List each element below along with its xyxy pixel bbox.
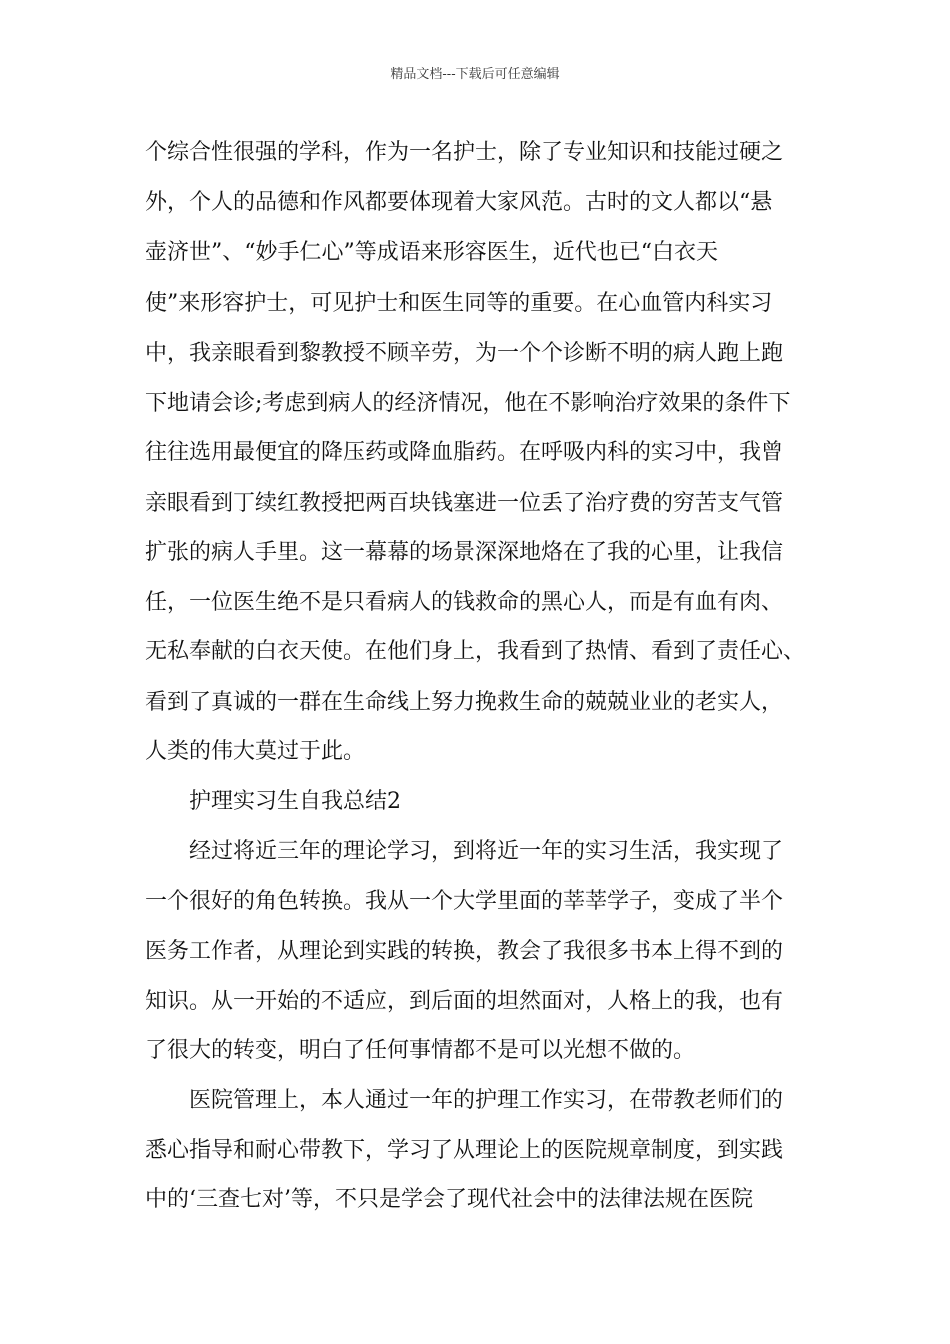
- text-line: 了很大的转变，明白了任何事情都不是可以光想不做的。: [145, 1038, 696, 1063]
- paragraph-start-line: 医院管理上，本人通过一年的护理工作实习，在带教老师们的: [189, 1088, 784, 1113]
- text-line: 往往选用最便宜的降压药或降血脂药。在呼吸内科的实习中，我曾: [145, 440, 784, 465]
- text-line: 一个很好的角色转换。我从一个大学里面的莘莘学子，变成了半个: [145, 889, 784, 914]
- text-line: 无私奉献的白衣天使。在他们身上，我看到了热情、看到了责任心、: [145, 639, 806, 664]
- text-line: 看到了真诚的一群在生命线上努力挽救生命的兢兢业业的老实人，: [145, 690, 784, 715]
- page-header: 精品文档---下载后可任意编辑: [390, 67, 560, 82]
- text-line: 外，个人的品德和作风都要体现着大家风范。古时的文人都以“悬: [145, 190, 773, 215]
- text-line: 亲眼看到丁续红教授把两百块钱塞进一位丢了治疗费的穷苦支气管: [145, 491, 784, 516]
- text-line: 壶济世”、“妙手仁心”等成语来形容医生，近代也已“白衣天: [145, 240, 718, 265]
- text-line: 任，一位医生绝不是只看病人的钱救命的黑心人，而是有血有肉、: [145, 590, 784, 615]
- paragraph-start-line: 经过将近三年的理论学习，到将近一年的实习生活，我实现了: [189, 839, 784, 864]
- text-line: 使”来形容护士，可见护士和医生同等的重要。在心血管内科实习: [145, 291, 773, 316]
- text-line: 下地请会诊;考虑到病人的经济情况，他在不影响治疗效果的条件下: [145, 391, 791, 416]
- text-line: 中，我亲眼看到黎教授不顾辛劳，为一个个诊断不明的病人跑上跑: [145, 341, 784, 366]
- text-line: 悉心指导和耐心带教下，学习了从理论上的医院规章制度，到实践: [145, 1138, 784, 1163]
- text-line: 医务工作者，从理论到实践的转换，教会了我很多书本上得不到的: [145, 939, 784, 964]
- text-line: 人类的伟大莫过于此。: [145, 739, 366, 764]
- text-line: 扩张的病人手里。这一幕幕的场景深深地烙在了我的心里，让我信: [145, 540, 784, 565]
- text-line: 中的‘三查七对’等，不只是学会了现代社会中的法律法规在医院: [145, 1187, 753, 1212]
- section-heading: 护理实习生自我总结2: [189, 789, 401, 814]
- text-line: 知识。从一开始的不适应，到后面的坦然面对，人格上的我，也有: [145, 989, 784, 1014]
- text-line: 个综合性很强的学科，作为一名护士，除了专业知识和技能过硬之: [145, 140, 784, 165]
